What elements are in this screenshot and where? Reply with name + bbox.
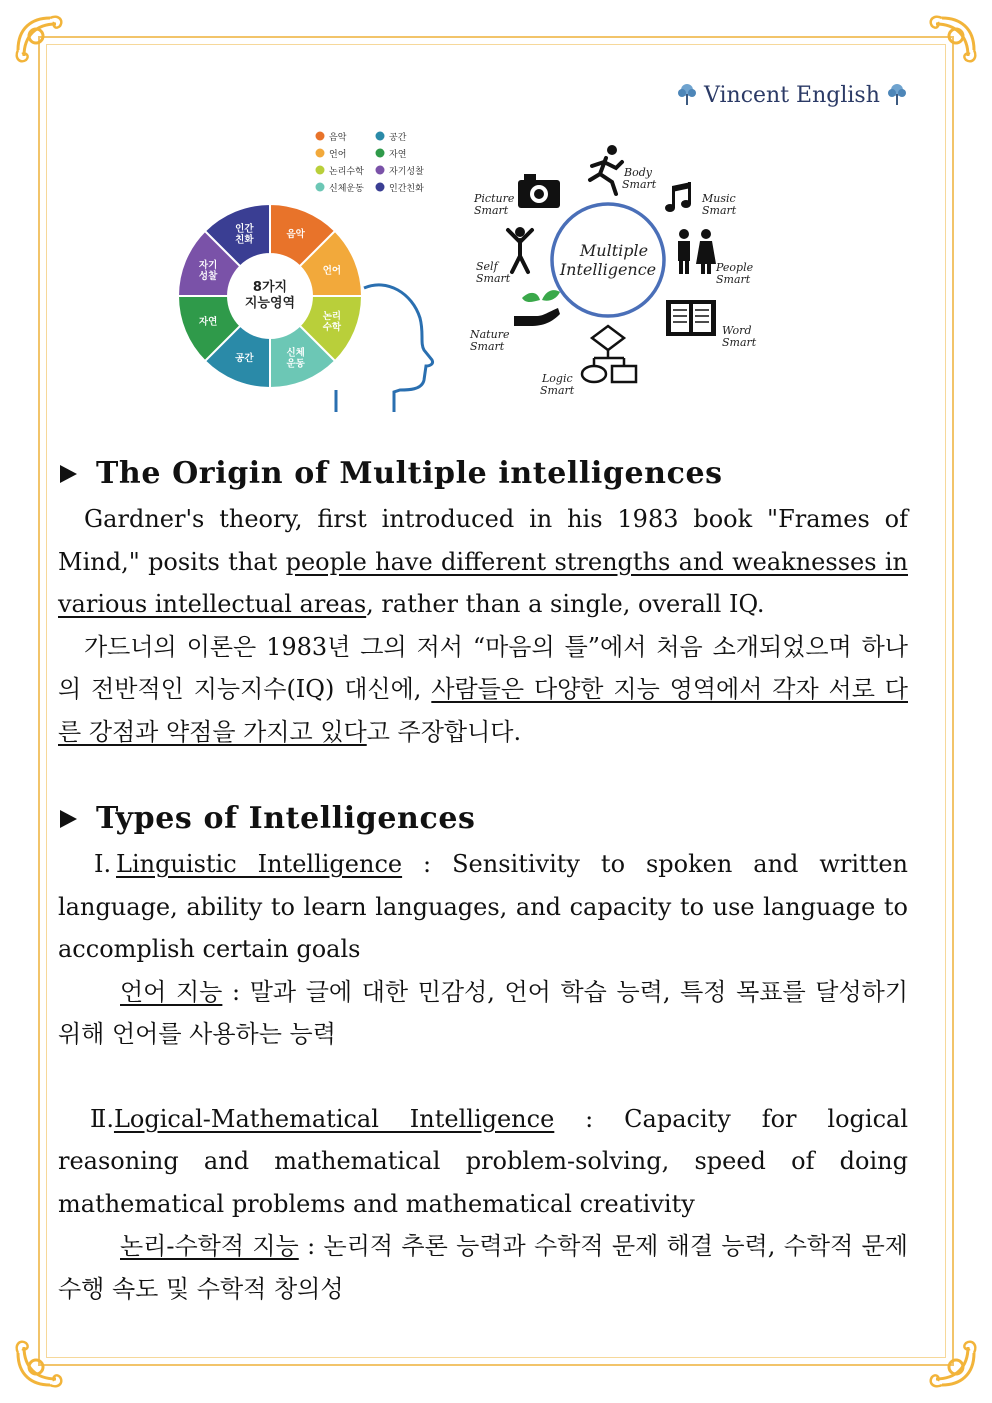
nature-smart-line2: Smart	[470, 340, 505, 353]
flowchart-icon	[582, 326, 636, 382]
key-claim-underline: people have different strengths and weaknesses in various intellectual areas	[58, 547, 908, 618]
item-term: Logical-Mathematical Intelligence	[113, 1104, 555, 1133]
logic-smart-line1: Logic	[542, 372, 573, 385]
section-heading-types	[58, 795, 908, 843]
item-numeral: Ⅱ.	[90, 1104, 114, 1133]
corner-ornament-icon	[910, 1321, 982, 1393]
mi-center-line1: Multiple	[579, 241, 649, 260]
legend-swatch	[316, 183, 325, 192]
camera-icon	[518, 174, 560, 208]
item-description-ko: 말과 글에 대한 민감성, 언어 학습 능력, 특정 목표를 달성하기 위해 언어를 사용하는 능력	[58, 977, 909, 1048]
people-smart-line1: People	[716, 261, 754, 274]
brand-logo	[676, 80, 908, 110]
legend-label: 인간친화	[389, 184, 424, 194]
body-smart-line1: Body	[624, 166, 652, 179]
origin-korean-paragraph: 가드너의 이론은 1983년 그의 저서 “마음의 틀”에서 처음 소개되었으며 하나의 전반적인 지능지수(IQ) 대신에, 사람들은 다양한 지능 영역에서 각자 서로 다른 강점과 약점을 가지고 있다고 주장합니다.	[58, 632, 908, 746]
legend-label: 언어	[329, 150, 347, 160]
intelligence-item-korean: 논리-수학적 지능 : 논리적 추론 능력과 수학적 문제 해결 능력, 수학적 문제 수행 속도 및 수학적 창의성	[58, 1232, 908, 1303]
corner-ornament-icon	[910, 10, 982, 82]
word-smart-line1: Word	[722, 324, 752, 337]
self-person-icon	[508, 227, 532, 272]
legend-swatch	[316, 166, 325, 175]
music-smart-line2: Smart	[702, 204, 737, 217]
section-heading-origin	[58, 450, 908, 498]
legend-label: 자연	[389, 150, 407, 160]
legend-swatch	[316, 149, 325, 158]
hand-plant-icon	[514, 290, 560, 326]
corner-ornament-icon	[10, 1321, 82, 1393]
legend-swatch	[316, 132, 325, 141]
brand-name: Vincent English	[704, 82, 880, 108]
multiple-intelligence-diagram	[466, 140, 766, 402]
music-smart-line1: Music	[702, 192, 736, 205]
wheel-segment-label: 자연	[198, 316, 218, 328]
self-smart-line1: Self	[476, 260, 498, 273]
item-description: Sensitivity to spoken and written language, ability to learn languages, and capacity to use language to accomplish certain goals	[58, 850, 909, 963]
nature-smart-line1: Nature	[470, 328, 510, 341]
wheel-segment-label: 언어	[322, 265, 342, 277]
item-numeral: Ⅰ.	[94, 850, 112, 878]
body-smart-line2: Smart	[622, 178, 657, 191]
item-term: Linguistic Intelligence	[116, 850, 403, 878]
wheel-segment-label: 인간	[235, 223, 254, 235]
word-smart-line2: Smart	[722, 336, 757, 349]
legend-swatch	[376, 166, 385, 175]
people-icon	[678, 229, 716, 274]
intelligence-item-english: Ⅰ. Linguistic Intelligence : Sensitivity to spoken and written language, ability to learn languages, and capacity to use language to accomplish certain goals	[58, 843, 908, 971]
wheel-segment-label: 음악	[286, 229, 305, 241]
mi-center-line2: Intelligence	[559, 260, 657, 279]
music-note-icon	[665, 182, 691, 212]
intelligence-item-english: Ⅱ.Logical-Mathematical Intelligence : Capacity for logical reasoning and mathematical problem-solving, speed of doing mathematical problems and mathematical creativity	[58, 1098, 908, 1226]
picture-smart-line1: Picture	[474, 192, 515, 205]
key-claim-underline-ko: 사람들은 다양한 지능 영역에서 각자 서로 다른 강점과 약점을 가지고 있다	[58, 675, 908, 746]
legend-label: 자기성찰	[389, 167, 424, 177]
tree-icon	[886, 83, 908, 107]
intelligence-item-korean: 언어 지능 : 말과 글에 대한 민감성, 언어 학습 능력, 특정 목표를 달성하기 위해 언어를 사용하는 능력	[58, 977, 909, 1048]
item-description: Capacity for logical reasoning and mathematical problem-solving, speed of doing mathematical problems and mathematical creativity	[58, 1104, 909, 1218]
origin-english-paragraph: Gardner's theory, first introduced in his 1983 book "Frames of Mind," posits that people have different strengths and weaknesses in various intellectual areas, rather than a single, overall IQ.	[58, 505, 908, 618]
people-smart-line2: Smart	[716, 273, 751, 286]
legend-label: 음악	[329, 133, 347, 143]
wheel-center-line1: 8가지	[252, 280, 288, 295]
section-title: The Origin of Multiple intelligences	[96, 456, 723, 491]
self-smart-line2: Smart	[476, 272, 511, 285]
wheel-segment-label: 수학	[322, 322, 342, 334]
intelligence-wheel	[172, 128, 442, 418]
wheel-segment-label: 운동	[286, 358, 305, 370]
wheel-center-line2: 지능영역	[244, 296, 296, 311]
book-icon	[666, 300, 716, 336]
wheel-segment-label: 성찰	[198, 270, 218, 282]
legend-swatch	[376, 132, 385, 141]
tree-icon	[676, 83, 698, 107]
wheel-legend	[316, 131, 425, 194]
corner-ornament-icon	[10, 10, 82, 82]
triangle-bullet-icon	[58, 463, 78, 485]
legend-label: 공간	[389, 133, 407, 143]
intelligence-wheel-figure	[172, 128, 442, 418]
item-term-ko: 논리-수학적 지능	[120, 1232, 299, 1260]
legend-swatch	[376, 183, 385, 192]
picture-smart-line2: Smart	[474, 204, 509, 217]
item-description-ko: 논리적 추론 능력과 수학적 문제 해결 능력, 수학적 문제 수행 속도 및 수학적 창의성	[58, 1232, 908, 1303]
head-profile-outline	[364, 285, 433, 412]
triangle-bullet-icon	[58, 808, 78, 830]
legend-label: 논리수학	[329, 167, 364, 177]
legend-swatch	[376, 149, 385, 158]
wheel-segment-label: 신체	[286, 347, 305, 359]
wheel-segment-label: 자기	[198, 259, 218, 271]
logic-smart-line2: Smart	[540, 384, 575, 397]
wheel-segment-label: 공간	[235, 352, 254, 364]
wheel-segment-label: 논리	[322, 311, 342, 323]
wheel-segment-label: 친화	[235, 234, 254, 246]
item-term-ko: 언어 지능	[120, 977, 223, 1006]
runner-icon	[590, 145, 622, 194]
legend-label: 신체운동	[329, 184, 364, 194]
document-body	[58, 450, 908, 1310]
section-title: Types of Intelligences	[96, 801, 476, 836]
